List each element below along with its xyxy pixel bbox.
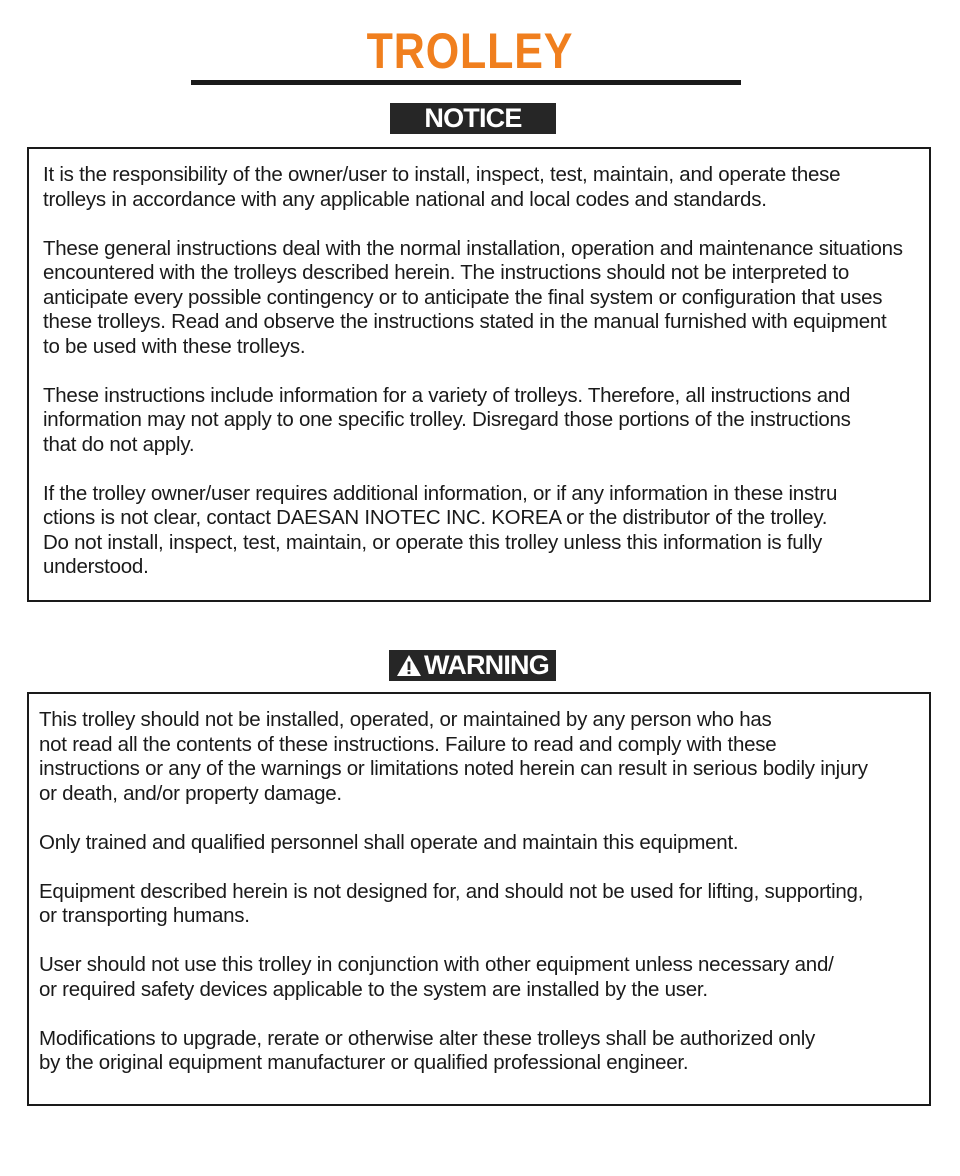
warning-paragraph-5 [39, 1027, 921, 1076]
warning-paragraph-1 [39, 708, 921, 806]
warning-label-text: WARNING [424, 650, 549, 680]
text-line: instructions or any of the warnings or limitations noted herein can result in serious bodily injury [39, 757, 868, 780]
text-line: or transporting humans. [39, 904, 250, 927]
notice-paragraph-2 [43, 237, 921, 360]
text-line: information may not apply to one specific trolley. Disregard those portions of the instructions [43, 408, 851, 431]
text-line: Equipment described herein is not designed for, and should not be used for lifting, supporting, [39, 879, 864, 903]
warning-paragraph-2 [39, 831, 921, 856]
text-line: Only trained and qualified personnel shall operate and maintain this equipment. [39, 830, 739, 854]
text-line: ctions is not clear, contact DAESAN INOTEC INC. KOREA or the distributor of the trolley. [43, 506, 828, 529]
notice-paragraph-4 [43, 482, 921, 580]
notice-paragraph-1 [43, 163, 921, 212]
text-line: that do not apply. [43, 432, 195, 456]
text-line: not read all the contents of these instructions. Failure to read and comply with these [39, 732, 777, 756]
notice-label: NOTICE [390, 103, 556, 134]
title-underline [191, 80, 741, 85]
text-line: It is the responsibility of the owner/user to install, inspect, test, maintain, and operate these [43, 163, 841, 186]
text-line: or required safety devices applicable to the system are installed by the user. [39, 977, 708, 1001]
text-line: These general instructions deal with the normal installation, operation and maintenance situations [43, 236, 903, 260]
warning-label [389, 650, 556, 681]
warning-paragraph-3 [39, 880, 921, 929]
text-line: encountered with the trolleys described herein. The instructions should not be interpreted to [43, 261, 849, 284]
text-line: If the trolley owner/user requires additional information, or if any information in these instru [43, 481, 838, 505]
warning-paragraph-4 [39, 953, 921, 1002]
text-line: trolleys in accordance with any applicable national and local codes and standards. [43, 187, 767, 211]
notice-paragraph-3 [43, 384, 921, 458]
text-line: Do not install, inspect, test, maintain, or operate this trolley unless this information is fully [43, 530, 823, 554]
text-line: This trolley should not be installed, operated, or maintained by any person who has [39, 708, 772, 731]
text-line: Modifications to upgrade, rerate or otherwise alter these trolleys shall be authorized only [39, 1026, 816, 1050]
notice-box [27, 147, 931, 602]
text-line: understood. [43, 555, 149, 578]
page-title: TROLLEY [366, 23, 574, 79]
text-line: These instructions include information for a variety of trolleys. Therefore, all instructions and [43, 383, 851, 407]
warning-triangle-icon [396, 654, 422, 677]
text-line: these trolleys. Read and observe the instructions stated in the manual furnished with equipment [43, 310, 887, 333]
text-line: by the original equipment manufacturer or qualified professional engineer. [39, 1051, 689, 1074]
text-line: to be used with these trolleys. [43, 334, 306, 358]
warning-box [27, 692, 931, 1106]
text-line: or death, and/or property damage. [39, 781, 342, 805]
text-line: User should not use this trolley in conjunction with other equipment unless necessary and/ [39, 953, 834, 976]
text-line: anticipate every possible contingency or to anticipate the final system or configuration that uses [43, 285, 883, 309]
